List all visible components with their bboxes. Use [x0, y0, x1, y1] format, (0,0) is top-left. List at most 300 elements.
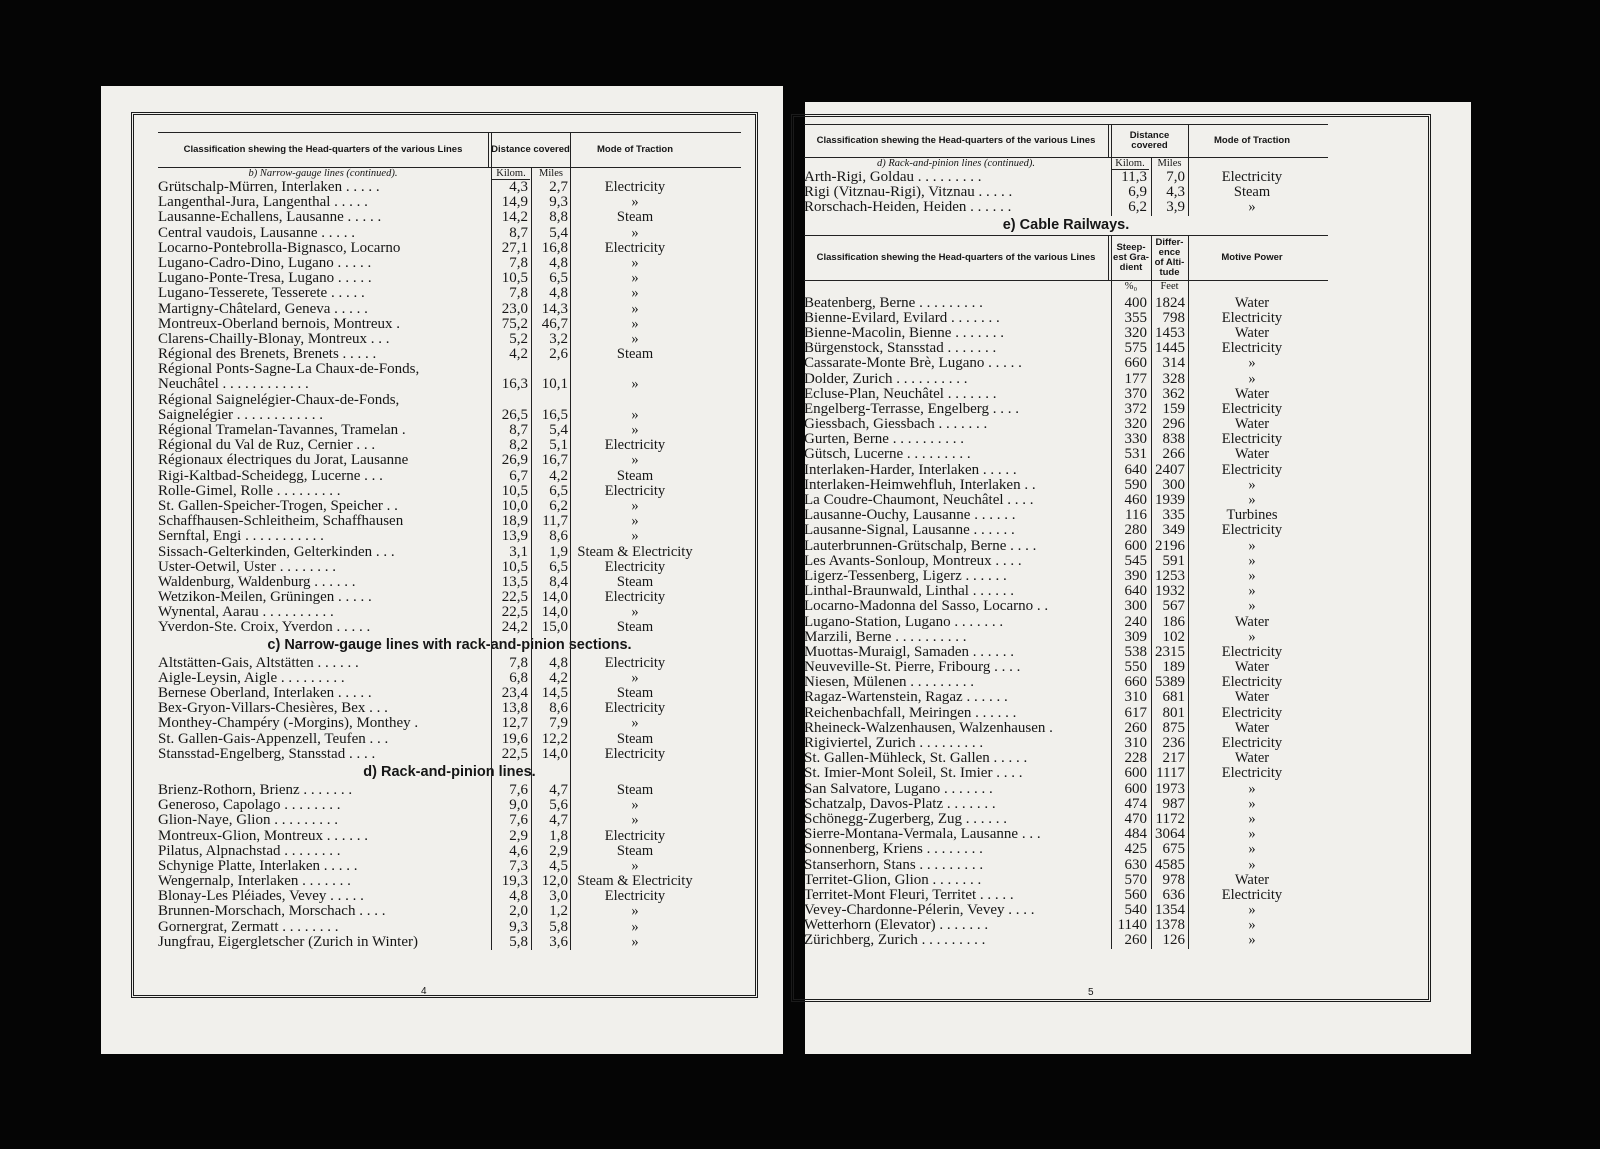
table-row: [158, 256, 741, 271]
distance-km: 14,2: [501, 209, 528, 226]
cable-line-name: Locarno-Madonna del Sasso, Locarno . .: [804, 599, 1049, 615]
distance-km: 5,8: [509, 933, 528, 950]
traction-mode: Steam: [616, 209, 654, 226]
table-row: [158, 859, 741, 874]
steepest-gradient: 570: [1124, 871, 1147, 888]
traction-mode: Steam: [616, 467, 654, 484]
traction-mode: Steam: [616, 346, 654, 363]
table-row: [158, 732, 741, 747]
motive-power: »: [1248, 492, 1256, 508]
table-row: [158, 514, 741, 529]
motive-power: Water: [1234, 416, 1270, 433]
altitude-difference-feet: 1973: [1155, 780, 1185, 797]
motive-power: Electricity: [1221, 340, 1283, 357]
altitude-difference-feet: 987: [1162, 795, 1185, 812]
steepest-gradient: 425: [1124, 841, 1147, 858]
line-name: Rigi (Vitznau-Rigi), Vitznau . . . . .: [804, 185, 1013, 201]
altitude-difference-feet: 314: [1162, 355, 1185, 372]
altitude-difference-feet: 1354: [1155, 902, 1185, 919]
section-c-title: c) Narrow-gauge lines with rack-and-pinion sections.: [267, 636, 632, 653]
motive-power: Electricity: [1221, 765, 1283, 782]
table-row: [158, 560, 741, 575]
table-row: [804, 933, 1328, 948]
distance-miles: 4,8: [549, 254, 568, 271]
table-row: [158, 286, 741, 301]
section-e-title: e) Cable Railways.: [1002, 216, 1130, 233]
distance-miles: 16,7: [541, 452, 568, 469]
header-mode: Mode of Traction: [597, 144, 673, 155]
motive-power: »: [1248, 902, 1256, 919]
table-row: [804, 706, 1328, 721]
traction-mode: »: [631, 270, 639, 287]
traction-mode: »: [631, 452, 639, 469]
table-row: [158, 656, 741, 671]
distance-km: 19,6: [501, 730, 528, 747]
altitude-difference-feet: 675: [1162, 841, 1185, 858]
cable-line-name: Muottas-Muraigl, Samaden . . . . . .: [804, 644, 1014, 660]
steepest-gradient: 228: [1124, 750, 1147, 767]
altitude-difference-feet: 1939: [1155, 492, 1185, 508]
distance-miles: 4,2: [549, 467, 568, 484]
motive-power: Electricity: [1221, 461, 1283, 478]
column-rule: [531, 168, 532, 950]
distance-km: 7,6: [509, 812, 528, 829]
distance-miles: 46,7: [541, 315, 568, 332]
traction-mode: »: [631, 406, 639, 423]
altitude-difference-feet: 4585: [1155, 856, 1185, 873]
traction-mode: »: [631, 918, 639, 935]
steepest-gradient: 590: [1124, 476, 1147, 493]
table-row: [804, 493, 1328, 508]
distance-km: 5,2: [509, 330, 528, 347]
cable-line-name: Territet-Glion, Glion . . . . . . .: [804, 872, 982, 888]
column-rule: [1188, 158, 1189, 216]
header-e-gradient: Steep-est Gra-dient: [1113, 241, 1149, 273]
table-row: [158, 226, 741, 241]
motive-power: »: [1248, 917, 1256, 934]
table-row: [158, 529, 741, 544]
motive-power: Water: [1234, 719, 1270, 736]
altitude-difference-feet: 3064: [1155, 826, 1185, 843]
cable-line-name: Reichenbachfall, Meiringen . . . . . .: [804, 705, 1017, 721]
steepest-gradient: 640: [1124, 583, 1147, 600]
column-rule: [1188, 281, 1189, 949]
motive-power: »: [1248, 932, 1256, 949]
motive-power: »: [1248, 856, 1256, 873]
table-row: [804, 858, 1328, 873]
motive-power: Electricity: [1221, 674, 1283, 691]
table-row: [158, 438, 741, 453]
traction-mode: »: [631, 285, 639, 302]
table-row: [804, 463, 1328, 478]
cable-line-name: Dolder, Zurich . . . . . . . . . .: [804, 371, 968, 387]
motive-power: »: [1248, 795, 1256, 812]
cable-line-name: Bienne-Evilard, Evilard . . . . . . .: [804, 310, 1000, 326]
table-row: [804, 630, 1328, 645]
distance-km: 75,2: [501, 315, 528, 332]
traction-mode: »: [631, 300, 639, 317]
altitude-difference-feet: 1445: [1155, 340, 1185, 357]
distance-miles: 5,6: [549, 797, 568, 814]
cable-line-name: Neuveville-St. Pierre, Fribourg . . . .: [804, 660, 1021, 676]
altitude-difference-feet: 1117: [1156, 765, 1185, 782]
motive-power: Water: [1234, 613, 1270, 630]
line-name: Brunnen-Morschach, Morschach . . . .: [158, 904, 386, 920]
table-row: [804, 569, 1328, 584]
cable-line-name: Sonnenberg, Kriens . . . . . . . .: [804, 842, 983, 858]
table-row: [804, 842, 1328, 857]
steepest-gradient: 390: [1124, 567, 1147, 584]
distance-km: 16,3: [501, 376, 528, 393]
table-row: [804, 185, 1328, 200]
distance-km: 10,5: [501, 558, 528, 575]
table-row: [804, 478, 1328, 493]
cable-line-name: Schönegg-Zugerberg, Zug . . . . . .: [804, 811, 1008, 827]
motive-power: Water: [1234, 294, 1270, 311]
line-name: Sernftal, Engi . . . . . . . . . . .: [158, 529, 324, 545]
table-row: [804, 296, 1328, 311]
distance-miles: 14,0: [541, 604, 568, 621]
line-name: Schynige Platte, Interlaken . . . . .: [158, 858, 358, 874]
distance-km: 4,2: [509, 346, 528, 363]
cable-line-name: Ecluse-Plan, Neuchâtel . . . . . . .: [804, 386, 997, 402]
motive-power: »: [1248, 355, 1256, 372]
traction-mode: Steam: [1233, 184, 1271, 201]
line-name: Locarno-Pontebrolla-Bignasco, Locarno: [158, 240, 401, 256]
line-name: Rigi-Kaltbad-Scheidegg, Lucerne . . .: [158, 468, 383, 484]
distance-km: 18,9: [501, 513, 528, 530]
motive-power: Electricity: [1221, 886, 1283, 903]
table-row: [804, 508, 1328, 523]
line-name: Generoso, Capolago . . . . . . . .: [158, 798, 341, 814]
distance-km: 22,5: [501, 745, 528, 762]
altitude-difference-feet: 126: [1162, 932, 1185, 949]
page-number-5: 5: [1088, 987, 1094, 998]
traction-mode: »: [631, 513, 639, 530]
traction-mode: »: [631, 315, 639, 332]
line-name: Langenthal-Jura, Langenthal . . . . .: [158, 195, 368, 211]
header-classification-5: Classification shewing the Head-quarters of the various Lines: [816, 135, 1096, 146]
table-row: [158, 347, 741, 362]
altitude-difference-feet: 186: [1162, 613, 1185, 630]
header-mode-5: Mode of Traction: [1214, 135, 1290, 146]
cable-line-name: Bürgenstock, Stansstad . . . . . . .: [804, 341, 997, 357]
cable-line-name: Wetterhorn (Elevator) . . . . . . .: [804, 918, 989, 934]
altitude-difference-feet: 875: [1162, 719, 1185, 736]
page-5-table: [804, 117, 1328, 949]
page-5: [805, 102, 1471, 1054]
section-c-rows: [158, 656, 741, 762]
cable-line-name: Linthal-Braunwald, Linthal . . . . . .: [804, 584, 1014, 600]
motive-power: Electricity: [1221, 704, 1283, 721]
distance-km: 4,6: [509, 842, 528, 859]
steepest-gradient: 630: [1124, 856, 1147, 873]
cable-line-name: Ligerz-Tessenberg, Ligerz . . . . . .: [804, 568, 1007, 584]
line-name: Schaffhausen-Schleitheim, Schaffhausen: [158, 514, 404, 530]
distance-miles: 6,5: [549, 482, 568, 499]
distance-miles: 4,7: [549, 812, 568, 829]
cable-line-name: Vevey-Chardonne-Pélerin, Vevey . . . .: [804, 903, 1035, 919]
table-row: [804, 888, 1328, 903]
distance-km: 7,3: [509, 857, 528, 874]
line-name: Waldenburg, Waldenburg . . . . . .: [158, 574, 356, 590]
altitude-difference-feet: 2407: [1155, 461, 1185, 478]
header-e-power: Motive Power: [1221, 251, 1283, 263]
distance-miles: 4,5: [549, 857, 568, 874]
motive-power: Water: [1234, 446, 1270, 463]
line-name: Rorschach-Heiden, Heiden . . . . . .: [804, 200, 1012, 216]
altitude-difference-feet: 1824: [1155, 294, 1185, 311]
page-5-frame: [791, 114, 1431, 1002]
cable-line-name: Lausanne-Signal, Lausanne . . . . . .: [804, 523, 1015, 539]
motive-power: »: [1248, 476, 1256, 493]
distance-km: 7,8: [509, 285, 528, 302]
table-row: [158, 686, 741, 701]
distance-km: 6,9: [1128, 184, 1147, 201]
distance-miles: 3,0: [549, 888, 568, 905]
table-row: [158, 302, 741, 317]
table-row: [804, 812, 1328, 827]
altitude-difference-feet: 328: [1162, 370, 1185, 387]
table-row: [158, 545, 741, 560]
traction-mode: »: [631, 903, 639, 920]
steepest-gradient: 116: [1125, 507, 1147, 524]
steepest-gradient: 470: [1124, 810, 1147, 827]
distance-miles: 6,5: [549, 270, 568, 287]
steepest-gradient: 474: [1124, 795, 1147, 812]
distance-miles: 4,8: [549, 654, 568, 671]
distance-km: 27,1: [501, 239, 528, 256]
traction-mode: Steam & Electricity: [577, 873, 693, 890]
distance-km: 23,4: [501, 685, 528, 701]
distance-miles: 2,9: [549, 842, 568, 859]
altitude-difference-feet: 567: [1162, 598, 1185, 615]
table-row: [158, 605, 741, 620]
table-row: [158, 889, 741, 904]
line-name: Bernese Oberland, Interlaken . . . . .: [158, 686, 372, 701]
traction-mode: »: [631, 422, 639, 438]
line-name: Yverdon-Ste. Croix, Yverdon . . . . .: [158, 620, 371, 636]
steepest-gradient: 600: [1124, 765, 1147, 782]
line-name: Lugano-Ponte-Tresa, Lugano . . . . .: [158, 271, 372, 287]
line-name: Blonay-Les Pléiades, Vevey . . . . .: [158, 889, 364, 905]
distance-km: 23,0: [501, 300, 528, 317]
table-row: [158, 671, 741, 686]
distance-km: 7,8: [509, 654, 528, 671]
table-row: [804, 751, 1328, 766]
unit-km: Kilom.: [492, 168, 530, 180]
table-row: [804, 200, 1328, 215]
altitude-difference-feet: 189: [1162, 659, 1185, 676]
cable-line-name: Lauterbrunnen-Grütschalp, Berne . . . .: [804, 538, 1037, 554]
steepest-gradient: 600: [1124, 537, 1147, 554]
header-e-classification: Classification shewing the Head-quarters of the various Lines: [816, 251, 1096, 263]
distance-miles: 2,6: [549, 346, 568, 363]
cable-line-name: Lausanne-Ouchy, Lausanne . . . . . .: [804, 508, 1016, 524]
table-row: [158, 716, 741, 731]
altitude-difference-feet: 681: [1162, 689, 1185, 706]
table-row: [804, 736, 1328, 751]
steepest-gradient: 330: [1124, 431, 1147, 448]
steepest-gradient: 540: [1124, 902, 1147, 919]
cable-line-name: Sierre-Montana-Vermala, Lausanne . . .: [804, 827, 1041, 843]
table-row: [804, 797, 1328, 812]
distance-miles: 15,0: [541, 619, 568, 636]
altitude-difference-feet: 217: [1162, 750, 1185, 767]
distance-miles: 16,8: [541, 239, 568, 256]
line-name: Wengernalp, Interlaken . . . . . . .: [158, 874, 351, 890]
traction-mode: Electricity: [604, 888, 666, 905]
traction-mode: Electricity: [604, 589, 666, 606]
line-name: Monthey-Champéry (-Morgins), Monthey .: [158, 716, 419, 732]
distance-miles: 1,8: [549, 827, 568, 844]
distance-miles: 14,0: [541, 745, 568, 762]
table-row: [158, 408, 741, 423]
altitude-difference-feet: 1172: [1155, 810, 1185, 827]
table-row: [804, 447, 1328, 462]
distance-km: 10,0: [501, 497, 528, 514]
steepest-gradient: 575: [1124, 340, 1147, 357]
distance-km: 2,0: [509, 903, 528, 920]
cable-line-name: St. Imier-Mont Soleil, St. Imier . . . .: [804, 766, 1023, 782]
line-name: Lugano-Cadro-Dino, Lugano . . . . .: [158, 255, 372, 271]
traction-mode: Electricity: [1221, 169, 1283, 185]
motive-power: Electricity: [1221, 309, 1283, 326]
traction-mode: Electricity: [604, 654, 666, 671]
distance-miles: 12,2: [541, 730, 568, 747]
steepest-gradient: 309: [1124, 628, 1147, 645]
table-row: [158, 590, 741, 605]
distance-miles: 8,8: [549, 209, 568, 226]
cable-line-name: La Coudre-Chaumont, Neuchâtel . . . .: [804, 493, 1034, 508]
distance-miles: 7,9: [549, 715, 568, 732]
distance-km: 3,1: [509, 543, 528, 560]
cable-line-name: Giessbach, Giessbach . . . . . . .: [804, 417, 988, 433]
distance-miles: 9,3: [549, 194, 568, 211]
distance-miles: 4,2: [549, 669, 568, 686]
unit-mi-5: Miles: [1157, 158, 1182, 169]
distance-miles: 11,7: [542, 513, 568, 530]
steepest-gradient: 484: [1124, 826, 1147, 843]
table-row: [804, 539, 1328, 554]
motive-power: »: [1248, 780, 1256, 797]
motive-power: Turbines: [1226, 507, 1278, 524]
steepest-gradient: 640: [1124, 461, 1147, 478]
distance-miles: 14,0: [541, 589, 568, 606]
column-rule: [570, 168, 571, 950]
distance-km: 13,9: [501, 528, 528, 545]
altitude-difference-feet: 591: [1162, 552, 1185, 569]
steepest-gradient: 260: [1124, 719, 1147, 736]
traction-mode: »: [631, 376, 639, 393]
motive-power: Electricity: [1221, 643, 1283, 660]
distance-miles: 14,5: [541, 685, 568, 701]
table-row: [804, 523, 1328, 538]
line-name: Montreux-Oberland bernois, Montreux .: [158, 316, 401, 332]
traction-mode: »: [631, 330, 639, 347]
cable-line-name: San Salvatore, Lugano . . . . . . .: [804, 781, 993, 797]
table-row: [158, 798, 741, 813]
distance-miles: 14,3: [541, 300, 568, 317]
table-row: [804, 170, 1328, 185]
line-name: Stansstad-Engelberg, Stansstad . . . .: [158, 746, 376, 762]
page-number-4: 4: [421, 986, 427, 997]
altitude-difference-feet: 5389: [1155, 674, 1185, 691]
traction-mode: »: [631, 497, 639, 514]
distance-miles: 4,8: [549, 285, 568, 302]
distance-km: 4,8: [509, 888, 528, 905]
line-name: Régional du Val de Ruz, Cernier . . .: [158, 438, 376, 454]
distance-miles: 1,9: [549, 543, 568, 560]
altitude-difference-feet: 2196: [1155, 537, 1185, 554]
distance-km: 8,2: [509, 437, 528, 454]
traction-mode: Electricity: [604, 745, 666, 762]
distance-km: 10,5: [501, 270, 528, 287]
motive-power: »: [1248, 552, 1256, 569]
units-e-row: [804, 281, 1328, 293]
altitude-difference-feet: 1453: [1155, 324, 1185, 341]
altitude-difference-feet: 349: [1162, 522, 1185, 539]
line-name: Wynental, Aarau . . . . . . . . . .: [158, 605, 334, 621]
steepest-gradient: 372: [1124, 400, 1147, 417]
altitude-difference-feet: 2315: [1155, 643, 1185, 660]
altitude-difference-feet: 335: [1162, 507, 1185, 524]
motive-power: »: [1248, 537, 1256, 554]
table-row: [804, 873, 1328, 888]
distance-miles: 4,3: [1166, 184, 1185, 201]
motive-power: »: [1248, 583, 1256, 600]
line-name: Saignelégier . . . . . . . . . . . .: [158, 407, 323, 423]
table-row: [804, 432, 1328, 447]
line-name: Grütschalp-Mürren, Interlaken . . . . .: [158, 180, 380, 195]
altitude-difference-feet: 266: [1162, 446, 1185, 463]
section-b-rows: [158, 180, 741, 636]
table-row: [804, 782, 1328, 797]
distance-miles: 8,4: [549, 573, 568, 590]
line-name: Brienz-Rothorn, Brienz . . . . . . .: [158, 782, 353, 798]
table-row: [804, 311, 1328, 326]
line-name: Altstätten-Gais, Altstätten . . . . . .: [158, 655, 359, 671]
steepest-gradient: 310: [1124, 689, 1147, 706]
header-distance: Distance covered: [491, 144, 570, 155]
cable-line-name: Rheineck-Walzenhausen, Walzenhausen .: [804, 720, 1053, 736]
column-rule: [1151, 281, 1152, 949]
altitude-difference-feet: 978: [1162, 871, 1185, 888]
distance-miles: 3,2: [549, 330, 568, 347]
steepest-gradient: 560: [1124, 886, 1147, 903]
cable-line-name: Territet-Mont Fleuri, Territet . . . . .: [804, 887, 1014, 903]
distance-km: 9,0: [509, 797, 528, 814]
cable-line-name: Cassarate-Monte Brè, Lugano . . . . .: [804, 356, 1022, 372]
cable-line-name: Engelberg-Terrasse, Engelberg . . . .: [804, 401, 1019, 417]
steepest-gradient: 400: [1124, 294, 1147, 311]
traction-mode: Electricity: [604, 700, 666, 717]
traction-mode: Steam: [616, 842, 654, 859]
cable-line-name: Stanserhorn, Stans . . . . . . . . .: [804, 857, 984, 873]
cable-line-name: Schatzalp, Davos-Platz . . . . . . .: [804, 796, 996, 812]
distance-km: 2,9: [509, 827, 528, 844]
page-4-table: [158, 115, 741, 950]
traction-mode: »: [631, 254, 639, 271]
cable-line-name: Interlaken-Harder, Interlaken . . . . .: [804, 462, 1017, 478]
section-d-title: d) Rack-and-pinion lines.: [363, 763, 536, 780]
distance-km: 13,8: [501, 700, 528, 717]
line-name: Lausanne-Echallens, Lausanne . . . . .: [158, 210, 382, 226]
table-row: [804, 372, 1328, 387]
distance-km: 8,7: [509, 224, 528, 241]
table-row: [804, 903, 1328, 918]
distance-km: 4,3: [509, 179, 528, 195]
